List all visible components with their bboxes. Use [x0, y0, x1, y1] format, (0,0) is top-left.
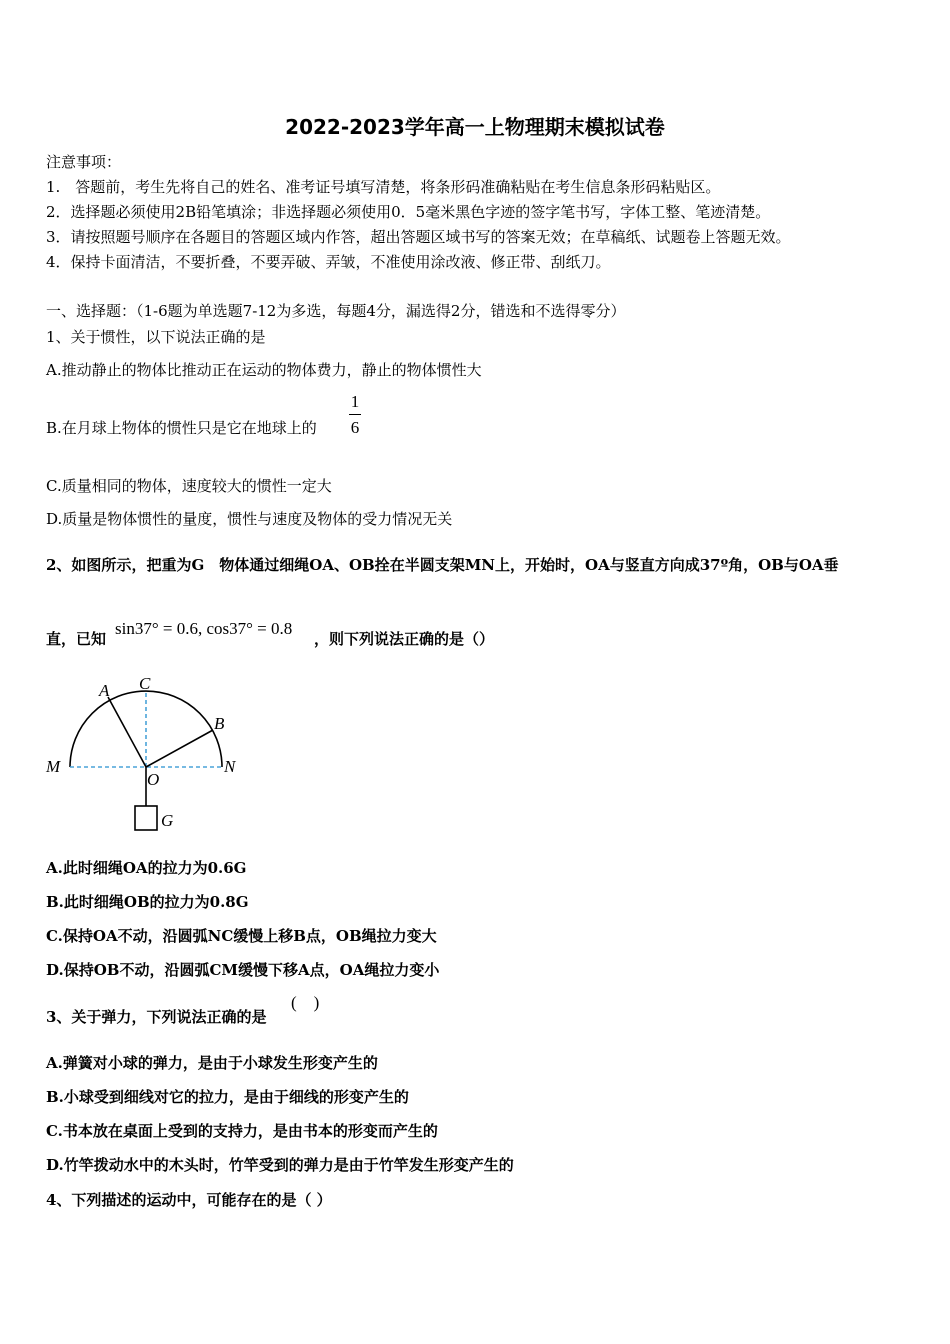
q1-fraction-bar: [349, 414, 361, 415]
q2-option-d: D.保持OB不动，沿圆弧CM缓慢下移A点，OA绳拉力变小: [46, 961, 440, 979]
q3-option-d: D.竹竿拨动水中的木头时，竹竿受到的弹力是由于竹竿发生形变产生的: [46, 1156, 514, 1174]
q1-option-a: A.推动静止的物体比推动正在运动的物体费力，静止的物体惯性大: [46, 361, 482, 379]
q3-paren: ( ): [291, 993, 320, 1012]
q3-option-c: C.书本放在桌面上受到的支持力，是由书本的形变而产生的: [46, 1122, 438, 1140]
q2-stem-line2-pre: 直，已知: [46, 630, 107, 648]
label-g: G: [161, 811, 174, 830]
q3-option-b: B.小球受到细线对它的拉力，是由于细线的形变产生的: [46, 1088, 409, 1106]
rope-ob: [146, 730, 213, 767]
notice-item-1: 1. 答题前，考生先将自己的姓名、准考证号填写清楚，将条形码准确粘贴在考生信息条形码粘贴区。: [46, 178, 721, 196]
q2-stem-line2-post: ，则下列说法正确的是（）: [314, 630, 495, 648]
rope-oa: [108, 697, 146, 767]
q1-option-b: B.在月球上物体的惯性只是它在地球上的: [46, 419, 317, 437]
q3-stem: 3、关于弹力，下列说法正确的是: [46, 1008, 267, 1026]
q2-option-c: C.保持OA不动，沿圆弧NC缓慢上移B点，OB绳拉力变大: [46, 927, 437, 945]
q2-option-a: A.此时细绳OA的拉力为0.6G: [46, 859, 247, 877]
notice-item-3: 3．请按照题号顺序在各题目的答题区域内作答，超出答题区域书写的答案无效；在草稿纸、试题卷上答题无效。: [46, 228, 791, 246]
q2-option-b: B.此时细绳OB的拉力为0.8G: [46, 893, 249, 911]
q1-option-c: C.质量相同的物体，速度较大的惯性一定大: [46, 477, 332, 495]
q3-option-a: A.弹簧对小球的弹力，是由于小球发生形变产生的: [46, 1054, 378, 1072]
q2-formula: sin37° = 0.6, cos37° = 0.8: [115, 619, 293, 638]
page-title: 2022-2023学年高一上物理期末模拟试卷: [285, 115, 665, 139]
q4-stem: 4、下列描述的运动中，可能存在的是（ ）: [46, 1191, 332, 1209]
label-n: N: [224, 757, 236, 776]
weight-box: [135, 806, 157, 830]
notice-item-2: 2．选择题必须使用2B铅笔填涂；非选择题必须使用0．5毫米黑色字迹的签字笔书写，字体工整、笔迹清楚。: [46, 203, 771, 221]
label-o: O: [147, 770, 160, 789]
label-c: C: [139, 674, 151, 693]
label-a: A: [99, 681, 110, 700]
q1-stem: 1、关于惯性，以下说法正确的是: [46, 328, 266, 346]
label-m: M: [46, 757, 61, 776]
notice-item-4: 4．保持卡面清洁，不要折叠，不要弄破、弄皱，不准使用涂改液、修正带、刮纸刀。: [46, 253, 611, 271]
q1-option-d: D.质量是物体惯性的量度，惯性与速度及物体的受力情况无关: [46, 510, 453, 528]
q2-stem-line1: 2、如图所示，把重为G 物体通过细绳OA、OB拴在半圆支架MN上，开始时，OA与竖直方向成37º角，OB与OA垂: [46, 556, 839, 574]
notice-heading: 注意事项：: [46, 153, 122, 171]
section-heading: 一、选择题：（1-6题为单选题7-12为多选，每题4分，漏选得2分，错选和不选得零分）: [46, 302, 626, 320]
label-b: B: [214, 714, 225, 733]
q1-fraction-denominator: 6: [350, 418, 360, 437]
q2-figure: [40, 670, 260, 840]
q1-fraction-numerator: 1: [350, 392, 360, 411]
